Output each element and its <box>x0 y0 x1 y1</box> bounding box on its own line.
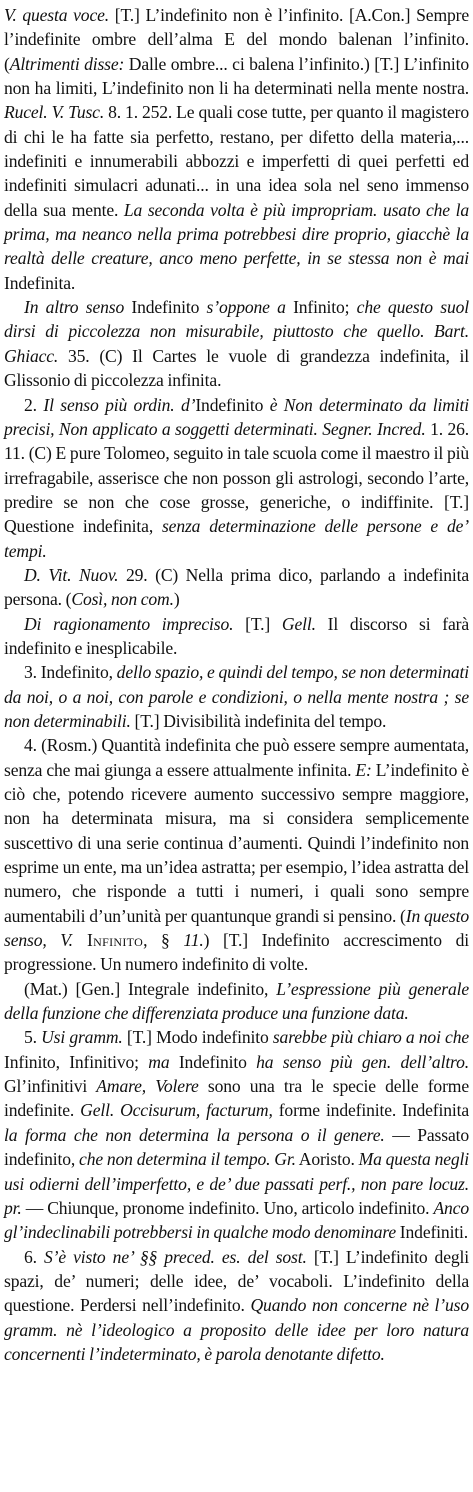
italic-run: Il senso più ordin. d’ <box>43 394 196 415</box>
italic-run: Rucel. V. Tusc. <box>4 102 105 123</box>
text-run: Infinito, Infinitivo; <box>4 1051 149 1072</box>
text-run: 4. (Rosm.) Quantità indefinita che può essere sempre aumentata, senza che mai giunga a essere attualmente infinita. <box>4 735 469 780</box>
text-run: Aoristo. <box>295 1149 359 1170</box>
text-run: 35. (C) Il Cartes le vuole di grandezza indefinita, il Glissonio di piccolezza infinita. <box>4 345 469 391</box>
italic-run: In questo senso, V. <box>4 905 469 951</box>
text-run: Indefiniti. <box>396 1222 469 1243</box>
text-run: 5. <box>24 1027 42 1048</box>
italic-run: D. Vit. Nuov. <box>24 564 119 585</box>
text-run: Indefinita. <box>4 272 76 293</box>
text-run: 2. <box>24 394 44 415</box>
text-run: 3. Indefinito, <box>24 662 117 683</box>
entry-paragraph <box>4 3 469 295</box>
entry-paragraph <box>4 393 469 563</box>
italic-run: Gell. Occisurum, facturum, <box>80 1100 273 1121</box>
text-run: L’indefinito è ciò che, potendo ricevere aumento successivo sempre maggiore, non ha determinata misura, ma si considera semplicemente suscettivo di una serie continua d’aumenti. Quindi l’indefinito non esprime un ente, ma un’idea astratta; per esempio, l’idea astratta del numero, che risponde a tutti i numeri, i quali sono sempre aumentabili d’un’unità per quantunque grandi si pensino. ( <box>4 759 469 926</box>
italic-run: sarebbe più chiaro a noi che <box>272 1027 469 1048</box>
italic-run: Quando non concerne nè l’uso gramm. nè l’ideologico a proposito delle idee per loro natura concernenti l’indeterminato, è parola denotante difetto. <box>4 1295 470 1364</box>
italic-run: Così, non com. <box>71 589 174 610</box>
italic-run: In altro senso <box>24 297 125 318</box>
text-run: Indefinito <box>124 297 207 318</box>
italic-run: senza determinazione delle persone e de’ tempi. <box>4 516 470 561</box>
italic-run: Amare, Volere <box>96 1076 199 1097</box>
italic-run: V. questa voce. <box>4 5 110 25</box>
text-run: (Mat.) [Gen.] Integrale indefinito, <box>24 978 277 999</box>
text-run: — Passato indefinito, <box>4 1124 469 1170</box>
text-run: sono una tra le specie delle forme indefinite. <box>4 1076 469 1121</box>
italic-run: s’oppone a <box>206 297 286 318</box>
italic-run: Usi gramm. <box>41 1027 123 1048</box>
text-run: — Chiunque, pronome indefinito. Uno, articolo indefinito. <box>21 1197 434 1218</box>
italic-run: ma <box>148 1051 170 1072</box>
text-run: [T.] L’indefinito degli spazi, de’ numeri; delle idee, de’ vocaboli. L’indefinito della questione. Perdersi nell’indefinito. <box>4 1246 469 1316</box>
text-run: [T.] <box>233 613 282 634</box>
entry-paragraph <box>4 1245 469 1367</box>
text-run: Infinito; <box>285 297 357 318</box>
italic-run: Di ragionamento impreciso. <box>24 613 234 634</box>
text-run: [T.] Divisibilità indefinita del tempo. <box>130 710 387 731</box>
text-run: ) <box>173 589 180 610</box>
italic-run: che non determina il tempo. Gr. <box>79 1149 296 1170</box>
text-run: Indefinito <box>169 1051 257 1072</box>
entry-paragraph <box>4 612 469 661</box>
entry-paragraph <box>4 295 469 392</box>
entry-paragraph <box>4 563 469 612</box>
italic-run: 11. <box>183 930 204 951</box>
text-run: Dalle ombre... ci balena l’infinito.) [T.] L’infinito non ha limiti, L’indefinito non li ha determinati nella mente nostra. <box>4 53 469 99</box>
text-run: 6. <box>24 1246 44 1267</box>
entry-paragraph <box>4 660 469 733</box>
italic-run: Gell. <box>281 613 316 634</box>
italic-run: Altrimenti disse: <box>9 53 125 74</box>
italic-run: che questo suol dirsi di piccolezza non misurabile, piuttosto che quello. Bart. Ghiacc. <box>4 297 469 366</box>
italic-run: la forma che non determina la persona o il genere. <box>4 1124 385 1145</box>
italic-run: E: <box>355 759 372 780</box>
italic-run: L’espressione più generale della funzione che differenziata produce una funzione data. <box>4 978 469 1024</box>
entry-paragraph <box>4 1025 469 1244</box>
text-run: ) [T.] Indefinito accrescimento di progressione. Un numero indefinito di volte. <box>4 930 469 975</box>
entry-paragraph <box>4 733 469 976</box>
text-run: [T.] L’indefinito non è l’infinito. [A.Con.] Sempre l’indefinite ombre dell’alma E del mondo balenan l’infinito. ( <box>4 5 469 74</box>
small-caps-run: Infinito <box>72 930 144 951</box>
text-run: 1. 26. 11. (C) E pure Tolomeo, seguito in tale scuola come il maestro il più irrefragabile, asserisce che non posson gli astrologi, secondo l’arte, predire se non che cose grosse, generiche, o indiffinite. [T.] Questione indefinita, <box>4 418 470 537</box>
italic-run: La seconda volta è più impropriam. usato che la prima, ma neanco nella prima potrebbesi dire proprio, giacchè la realtà delle creature, anco meno perfette, in se stessa non è mai <box>4 199 469 269</box>
text-run: [T.] Modo indefinito <box>122 1027 273 1048</box>
text-run: Indefinito <box>195 394 270 415</box>
italic-run: Ma questa negli usi odierni dell’imperfetto, e de’ due passati perf., non pare locuz. pr. <box>4 1149 469 1218</box>
italic-run: dello spazio, e quindi del tempo, se non determinati da noi, o a noi, con parole e condizioni, o nella mente nostra ; se non determinabili. <box>4 662 469 731</box>
text-run: forme indefinite. Indefinita <box>272 1100 469 1121</box>
italic-run: Anco gl’indeclinabili potrebbersi in qualche modo denominare <box>4 1197 469 1243</box>
text-run: 8. 1. 252. Le quali cose tutte, per quanto il magistero di chi le ha fatte sia perfetto, restano, per difetto della materia,... indefiniti e innumerabili abbozzi e imperfetti di quei perfetti ed indefiniti simulacri adunati... in una idea sola nel seno immenso della sua mente. <box>4 102 469 220</box>
entry-paragraph <box>4 977 469 1026</box>
italic-run: S’è visto ne’ §§ preced. es. del sost. <box>44 1246 307 1267</box>
italic-run: è Non determinato da limiti precisi, Non applicato a soggetti determinati. Segner. Incred. <box>4 394 469 439</box>
text-run: Il discorso si farà indefinito e inesplicabile. <box>4 613 469 658</box>
italic-run: ha senso più gen. dell’altro. <box>256 1051 469 1072</box>
text-run: Gl’infinitivi <box>4 1076 97 1097</box>
text-run: , § <box>143 930 184 951</box>
text-run: 29. (C) Nella prima dico, parlando a indefinita persona. ( <box>4 564 470 610</box>
